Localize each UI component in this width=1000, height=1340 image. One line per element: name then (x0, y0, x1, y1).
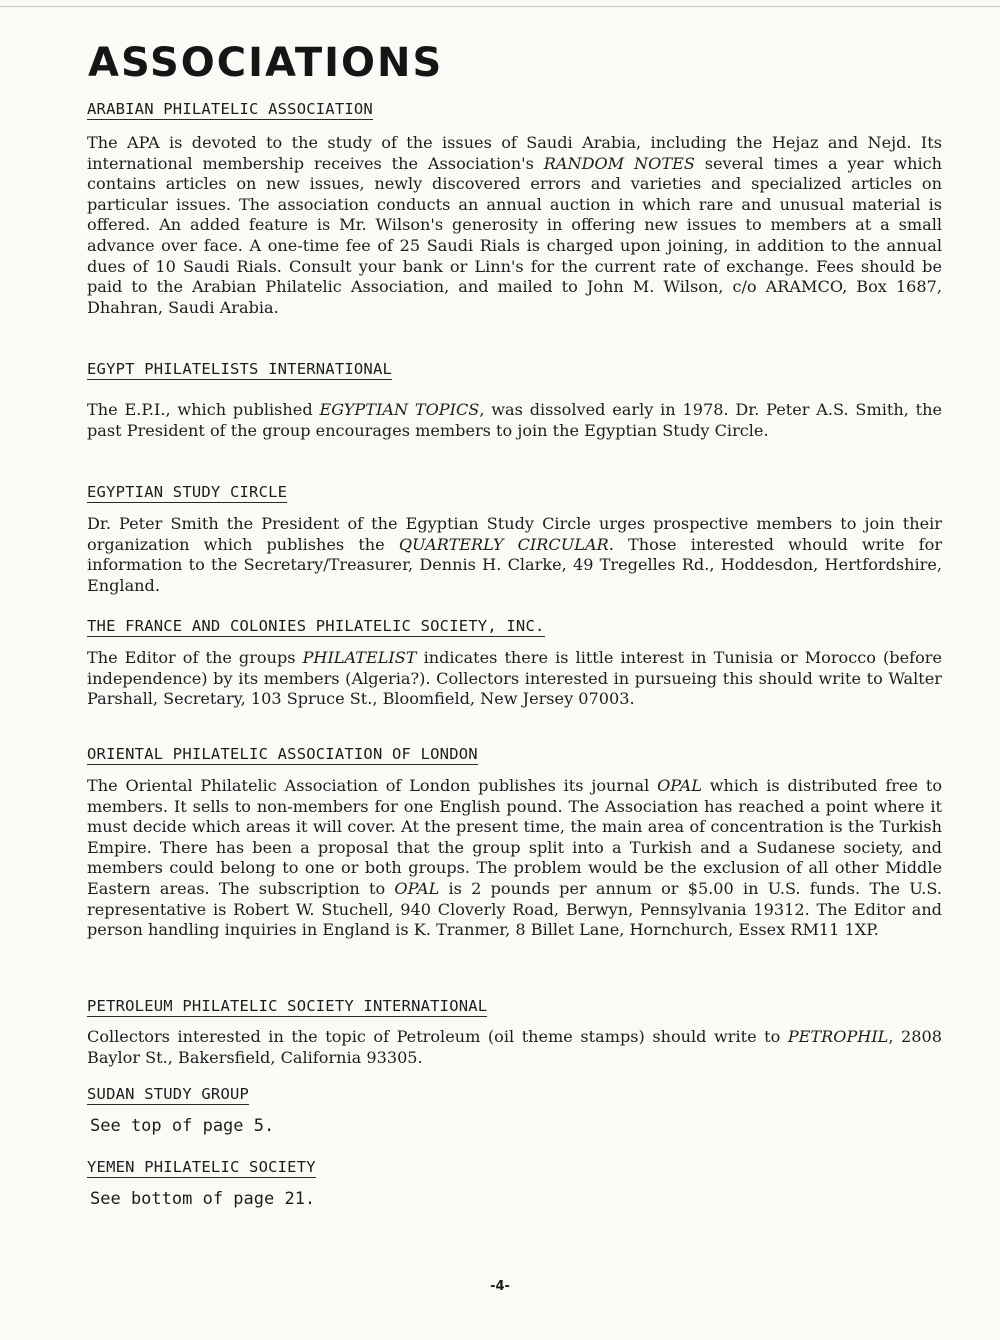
section-body-egypt (87, 400, 942, 441)
paragraph-text: several times a year which contains articles on new issues, newly discovered errors and varieties and specialized articles on particular issues. The association conducts an annual auction in which rare and unusual material is offered. An added feature is Mr. Wilson's generosity in offering new issues to members at a small advance over face. A one-time fee of 25 Saudi Rials is charged upon joining, in addition to the annual dues of 10 Saudi Rials. Consult your bank or Linn's for the current rate of exchange. Fees should be paid to the Arabian Philatelic Association, and mailed to John M. Wilson, c/o ARAMCO, Box 1687, Dhahran, Saudi Arabia. (87, 153, 942, 317)
paragraph-text: The Editor of the groups (87, 648, 303, 667)
section-note-sudan: See top of page 5. (90, 1116, 275, 1136)
section-body-arabian (87, 133, 942, 318)
publication-title: EGYPTIAN TOPICS (319, 400, 480, 419)
section-heading-oriental: ORIENTAL PHILATELIC ASSOCIATION OF LONDON (87, 745, 478, 763)
paragraph-text: which is distributed free to members. It sells to non-members for one English pound. The Association has reached a point where it must decide which areas it will cover. At the present time, the main area of concentration is the Turkish Empire. There has been a proposal that the group split into a Turkish and a Sudanese society, and members could belong to one or both groups. The problem would be the exclusion of all other Middle Eastern areas. The subscription to (87, 776, 943, 898)
section-body-france-colonies (87, 648, 942, 710)
publication-title: QUARTERLY CIRCULAR (398, 534, 609, 554)
section-heading-france-colonies: THE FRANCE AND COLONIES PHILATELIC SOCIETY, INC. (87, 617, 545, 635)
paragraph-text: Collectors interested in the topic of Petroleum (oil theme stamps) should write to (87, 1027, 788, 1046)
top-rule (0, 6, 1000, 7)
page-title: ASSOCIATIONS (88, 40, 444, 86)
publication-title: OPAL (394, 878, 440, 898)
paragraph-text: Dr. Peter Smith the President of the Egyptian Study Circle urges prospective members to join their organization which publishes the (87, 514, 942, 554)
paragraph-text: The APA is devoted to the study of the issues of Saudi Arabia, including the Hejaz and Nejd. Its international membership receives the Association's (87, 133, 942, 173)
paragraph-text: The E.P.I., which published (87, 400, 320, 419)
section-heading-yemen: YEMEN PHILATELIC SOCIETY (87, 1158, 316, 1176)
section-note-yemen: See bottom of page 21. (90, 1189, 316, 1209)
section-heading-sudan: SUDAN STUDY GROUP (87, 1085, 250, 1103)
section-body-petroleum (87, 1027, 942, 1068)
section-body-egyptian-study-circle (87, 514, 942, 596)
paragraph-text: The Oriental Philatelic Association of London publishes its journal (87, 776, 658, 795)
section-heading-arabian: ARABIAN PHILATELIC ASSOCIATION (87, 100, 373, 118)
paragraph-text: . Those interested whould write for information to the Secretary/Treasurer, Dennis H. Clarke, 49 Tregelles Rd., Hoddesdon, Hertfordshire, England. (87, 534, 943, 595)
paragraph-text: , 2808 Baylor St., Bakersfield, California 93305. (87, 1027, 942, 1067)
paragraph-text: indicates there is little interest in Tunisia or Morocco (before independence) by its members (Algeria?). Collectors interested in pursueing this should write to Walter Parshall, Secretary, 103 Spruce St., Bloomfield, New Jersey 07003. (87, 648, 942, 709)
publication-title: PETROPHIL (787, 1027, 889, 1046)
publication-title: RANDOM NOTES (543, 153, 695, 173)
section-heading-egyptian-study-circle: EGYPTIAN STUDY CIRCLE (87, 483, 288, 501)
paragraph-text: is 2 pounds per annum or $5.00 in U.S. funds. The U.S. representative is Robert W. Stuchell, 940 Cloverly Road, Berwyn, Pennsylvania 19312. The Editor and person handling inquiries in England is K. Tranmer, 8 Billet Lane, Hornchurch, Essex RM11 1XP. (87, 878, 942, 940)
paragraph-text: , was dissolved early in 1978. Dr. Peter A.S. Smith, the past President of the group encourages members to join the Egyptian Study Circle. (87, 400, 942, 440)
page-number: -4- (490, 1279, 510, 1294)
publication-title: OPAL (657, 776, 702, 795)
publication-title: PHILATELIST (302, 648, 417, 667)
section-heading-petroleum: PETROLEUM PHILATELIC SOCIETY INTERNATIONAL (87, 997, 488, 1015)
section-heading-egypt: EGYPT PHILATELISTS INTERNATIONAL (87, 360, 393, 378)
section-body-oriental (87, 776, 942, 941)
